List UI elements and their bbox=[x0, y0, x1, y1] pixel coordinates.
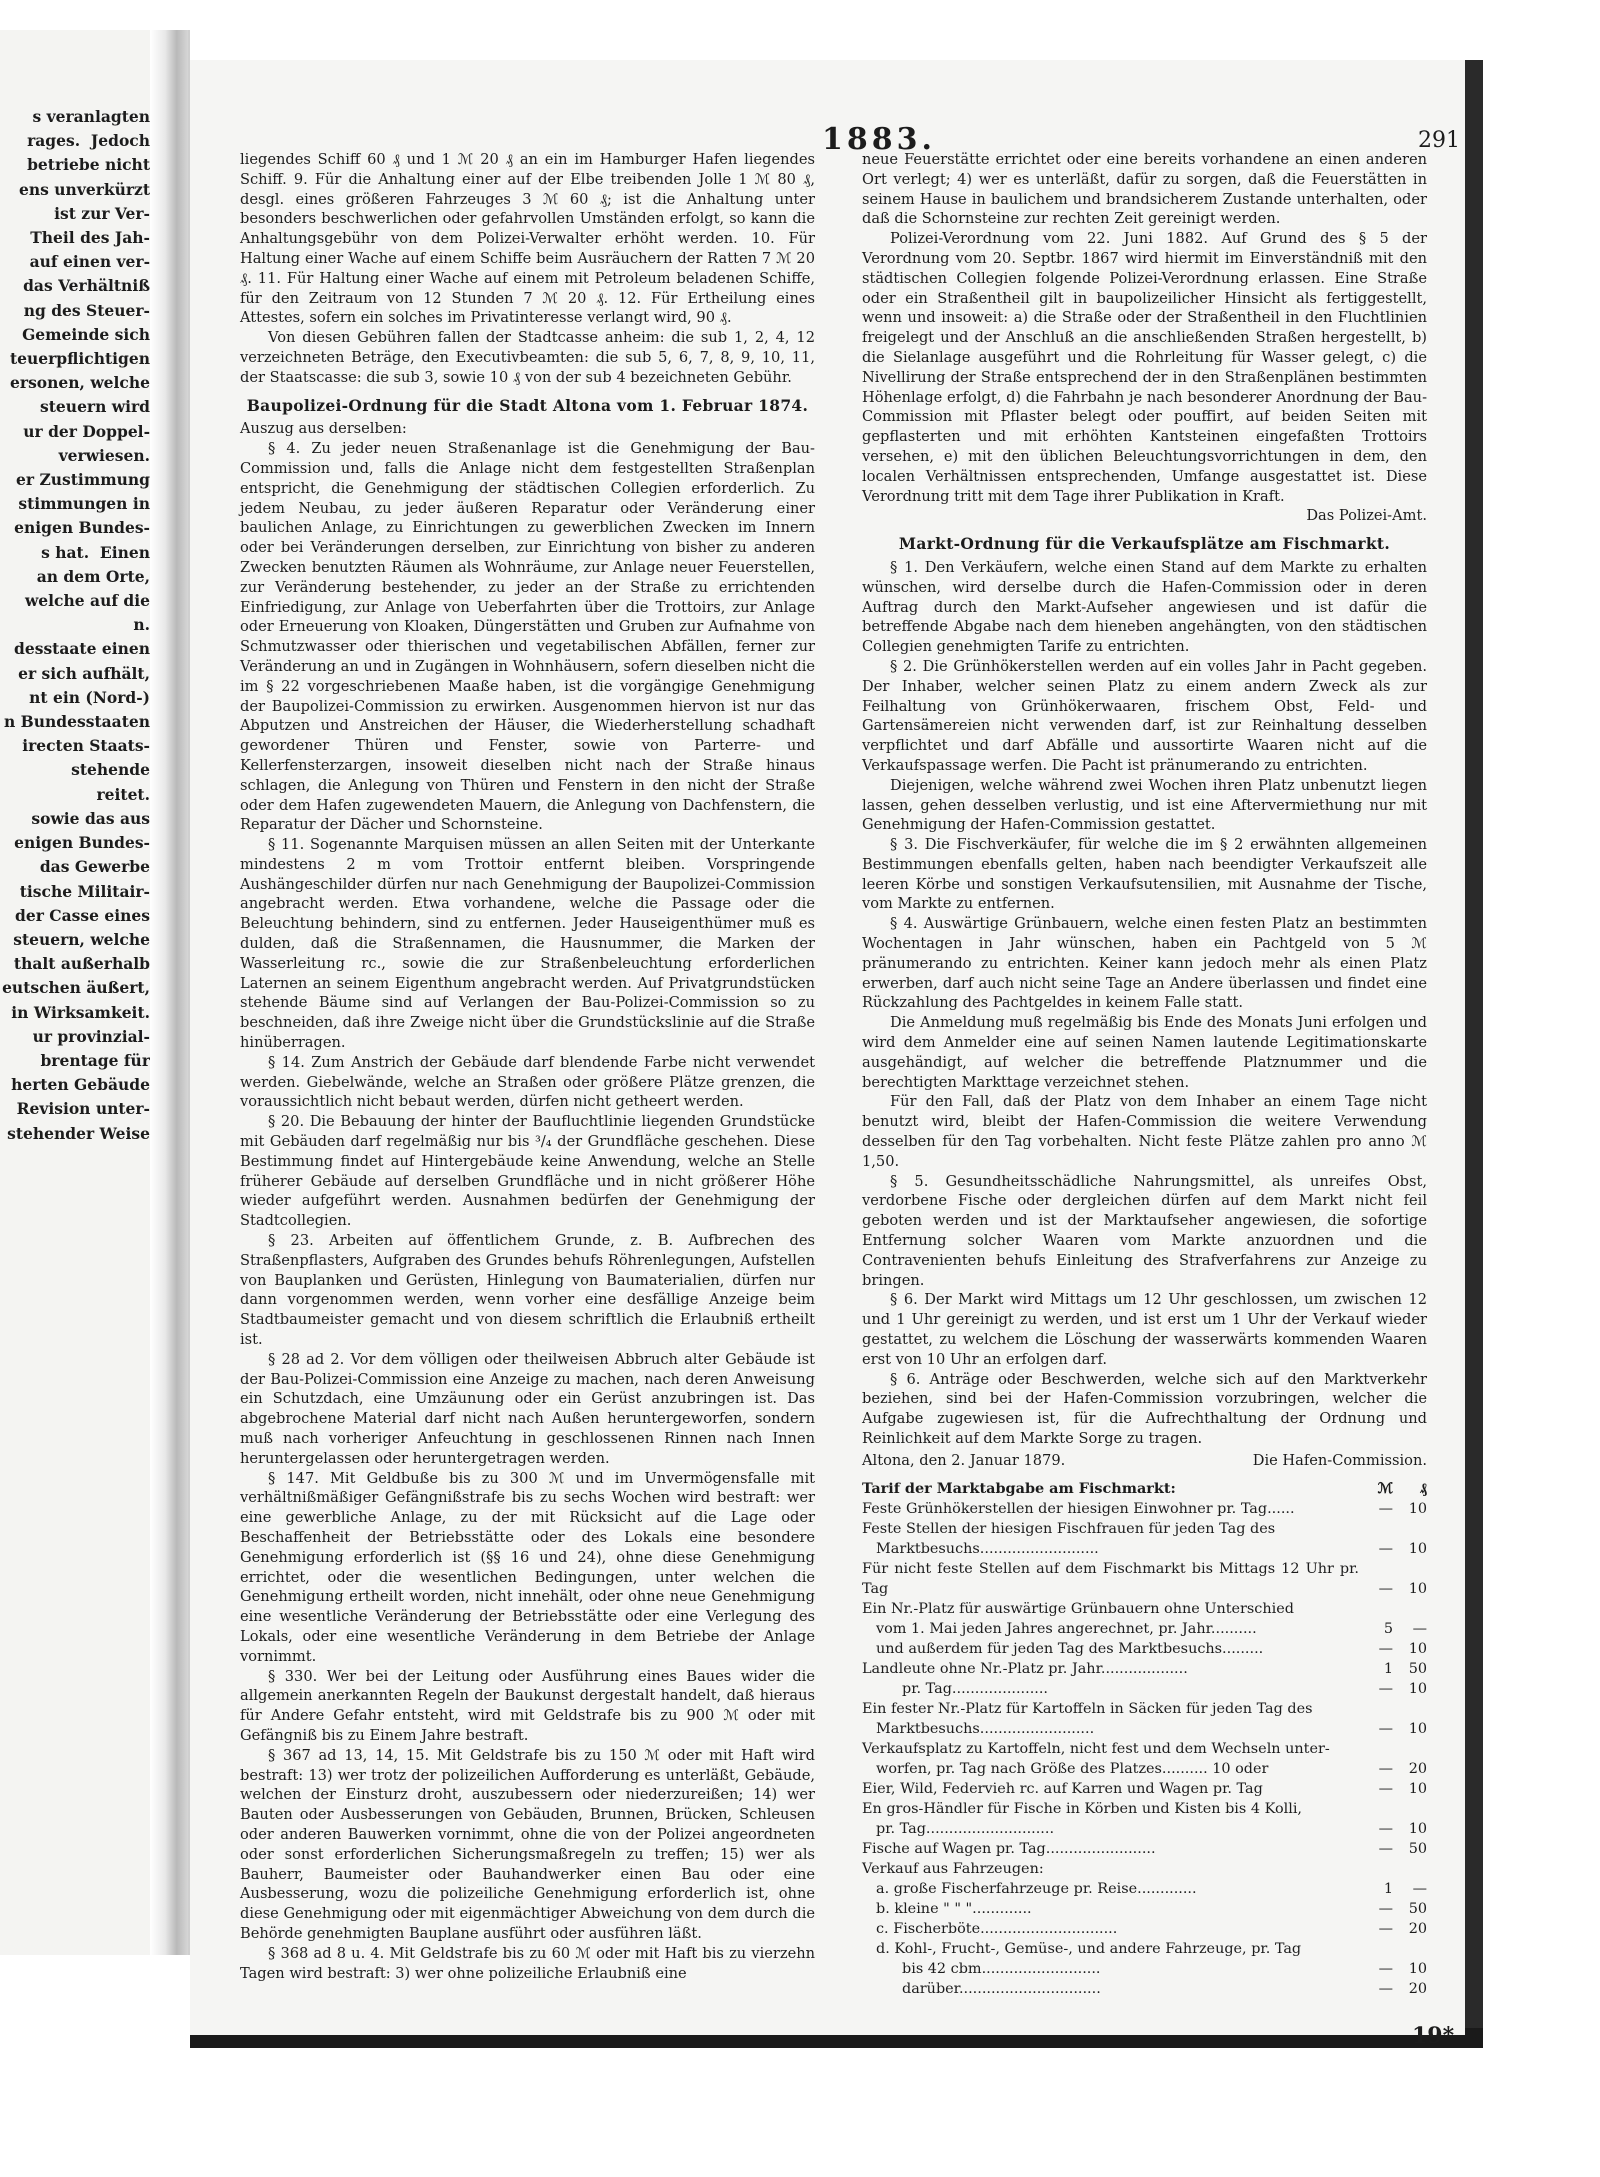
tariff-col-pfennig: ₰ bbox=[1419, 1479, 1427, 1497]
tariff-row bbox=[862, 1599, 1427, 1619]
tariff-mark-value: — bbox=[1378, 1640, 1393, 1657]
market-paragraph: § 2. Die Grünhökerstellen werden auf ein volles Jahr in Pacht gegeben. Der Inhaber, welcher seinen Platz zu einem andern Zweck als zur Feilhaltung von Grünhökerwaaren, frischem Obst, Feld- und Gartensämereien nicht verwenden darf, ist zur Reinhaltung desselben verpflichtet und darf Abfälle und aussortirte Waaren nicht auf die Verkaufspassage werfen. Die Pacht ist pränumerando zu entrichten. bbox=[862, 657, 1427, 774]
tariff-item: Fische auf Wagen pr. Tag........................ bbox=[862, 1840, 1156, 1857]
tariff-pfennig-value bbox=[1393, 1699, 1427, 1719]
fragment-line: enigen Bundes- bbox=[14, 518, 150, 538]
tariff-item: d. Kohl-, Frucht-, Gemüse-, und andere Fahrzeuge, pr. Tag bbox=[876, 1940, 1302, 1957]
right-column bbox=[862, 150, 1427, 1999]
paragraph: § 23. Arbeiten auf öffentlichem Grunde, z. B. Aufbrechen des Straßenpflasters, Aufgraben des Grundes behufs Röhrenlegungen, Aufstellen von Bauplanken und Gerüsten, Hinlegung von Baumaterialien, dürfen nur dann vorgenommen werden, wenn vorher eine desfällige Anzeige beim Stadtbaumeister gemacht und von diesem schriftlich die Erlaubniß ertheilt ist. bbox=[240, 1232, 815, 1349]
tariff-row bbox=[862, 1819, 1427, 1839]
tariff-item: vom 1. Mai jeden Jahres angerechnet, pr. Jahr.......... bbox=[876, 1620, 1257, 1637]
sheet-signature-mark: 19* bbox=[1412, 2023, 1455, 2049]
tariff-item: Marktbesuchs......................... bbox=[876, 1720, 1095, 1737]
tariff-pfennig-value: 10 bbox=[1408, 1640, 1427, 1657]
fragment-line: herten Gebäude bbox=[11, 1075, 150, 1095]
fragment-line: s veranlagten bbox=[32, 107, 150, 126]
tariff-row bbox=[862, 1539, 1427, 1559]
tariff-col-mark: ℳ bbox=[1377, 1479, 1393, 1497]
tariff-item: Feste Stellen der hiesigen Fischfrauen für jeden Tag des bbox=[862, 1520, 1276, 1537]
fragment-line: irecten Staats- bbox=[22, 736, 150, 756]
tariff-row bbox=[862, 1699, 1427, 1719]
paragraph: § 28 ad 2. Vor dem völligen oder theilweisen Abbruch alter Gebäude ist der Bau-Polizei-Commission eine Anzeige zu machen, nach deren Anweisung ein Schutzdach, eine Umzäunung oder ein Gerüst anzubringen ist. Das abgebrochene Material darf nicht nach Außen heruntergeworfen, sondern muß nach vorheriger Anfeuchtung in geschlossenen Rinnen nach Innen heruntergelassen oder heruntergetragen werden. bbox=[240, 1350, 815, 1467]
date-signature-row bbox=[862, 1451, 1427, 1471]
fragment-line: er Zustimmung bbox=[16, 470, 150, 490]
fragment-line: ur der Doppel- bbox=[23, 421, 150, 441]
fragment-line: steuern, welche bbox=[13, 929, 150, 949]
left-column bbox=[240, 150, 815, 1983]
tariff-mark-value: 5 bbox=[1383, 1620, 1393, 1637]
tariff-pfennig-value: 10 bbox=[1408, 1680, 1427, 1697]
tariff-item: darüber............................... bbox=[902, 1980, 1101, 1997]
tariff-mark-value: — bbox=[1378, 1720, 1393, 1737]
tariff-pfennig-value: 10 bbox=[1408, 1780, 1427, 1797]
tariff-mark-value bbox=[1359, 1739, 1393, 1759]
book-spine bbox=[150, 30, 188, 1955]
tariff-item: Ein Nr.-Platz für auswärtige Grünbauern ohne Unterschied bbox=[862, 1600, 1294, 1617]
fragment-line: das Gewerbe bbox=[39, 857, 150, 877]
tariff-mark-value: — bbox=[1378, 1780, 1393, 1797]
tariff-mark-value: 1 bbox=[1383, 1660, 1393, 1677]
fragment-line: auf einen ver- bbox=[29, 252, 150, 272]
tariff-item: Marktbesuchs.......................... bbox=[876, 1540, 1099, 1557]
previous-page-text-fragment bbox=[0, 105, 150, 1146]
tariff-pfennig-value: — bbox=[1412, 1880, 1427, 1897]
fragment-line: verwiesen. bbox=[58, 445, 150, 465]
fragment-line: stehende bbox=[71, 760, 150, 780]
polizei-verordnung-paragraph: Polizei-Verordnung vom 22. Juni 1882. Auf Grund des § 5 der Verordnung vom 20. Septbr. 1867 wird hiermit im Einverständniß mit den städtischen Collegien folgende Polizei-Verordnung erlassen. Eine Straße oder ein Straßentheil gilt in baupolizeilicher Hinsicht als fertiggestellt, wenn und insoweit: a) die Straße oder der Straßentheil in den Fluchtlinien freigelegt und der Anschluß an die anschließenden Straßen hergestellt, b) die Sielanlage ausgeführt und die Rohrleitung für Wasser gelegt, c) die Nivellirung der Straße entsprechend der in den Straßenplänen bestimmten Höhenlage erfolgt, d) die Fahrbahn je nach besonderer Anordnung der Bau-Commission mit Pflaster belegt oder pouffirt, auf beiden Seiten mit gepflasterten und mit erhöhten Kantsteinen eingefaßten Trottoirs versehen, e) mit den üblichen Beleuchtungsvorrichtungen in dem, den localen Verhältnissen entsprechenden, Umfange ausgestattet ist. Diese Verordnung tritt mit dem Tage ihrer Publikation in Kraft. bbox=[862, 230, 1427, 505]
fragment-line: sowie das aus bbox=[31, 808, 150, 828]
tariff-row bbox=[862, 1519, 1427, 1539]
tariff-pfennig-value bbox=[1393, 1599, 1427, 1619]
fragment-line: desstaate einen bbox=[14, 639, 150, 659]
paragraph: § 330. Wer bei der Leitung oder Ausführung eines Baues wider die allgemein anerkannten Regeln der Baukunst dergestalt handelt, daß hieraus für Andere Gefahr entsteht, wird mit Geldstrafe bis zu 900 ℳ oder mit Gefängniß bis zu Einem Jahre bestraft. bbox=[240, 1667, 815, 1744]
fragment-line: er sich aufhält, bbox=[18, 663, 150, 683]
tariff-item: Verkauf aus Fahrzeugen: bbox=[862, 1860, 1044, 1877]
fragment-line: ens unverkürzt bbox=[19, 179, 150, 199]
tariff-row bbox=[862, 1899, 1427, 1919]
tariff-title: Tarif der Marktabgabe am Fischmarkt: bbox=[862, 1479, 1176, 1497]
paragraph: § 14. Zum Anstrich der Gebäude darf blendende Farbe nicht verwendet werden. Giebelwände, welche an Straßen oder größere Plätze grenzen, die voraussichtlich nicht bebaut werden, dürfen nicht getheert werden. bbox=[240, 1053, 815, 1111]
tariff-pfennig-value: 50 bbox=[1408, 1900, 1427, 1917]
fragment-line: eutschen äußert, bbox=[2, 978, 150, 998]
market-paragraph: Diejenigen, welche während zwei Wochen ihren Platz unbenutzt liegen lassen, gehen desselben verlustig, und ist eine Aftervermiethung nur mit Genehmigung der Hafen-Commission gestattet. bbox=[862, 776, 1427, 834]
tariff-item: c. Fischerböte.............................. bbox=[876, 1920, 1118, 1937]
market-paragraph: § 5. Gesundheitsschädliche Nahrungsmittel, als unreifes Obst, verdorbene Fische oder dergleichen dürfen auf dem Markt nicht feil geboten werden und ist der Marktaufseher angewiesen, die sofortige Entfernung solcher Waaren vom Markte anzuordnen und die Contravenienten behufs Einleitung des Strafverfahrens zur Anzeige zu bringen. bbox=[862, 1172, 1427, 1289]
tariff-row bbox=[862, 1959, 1427, 1979]
tariff-item: Eier, Wild, Federvieh rc. auf Karren und Wagen pr. Tag bbox=[862, 1780, 1263, 1797]
tariff-mark-value: — bbox=[1378, 1920, 1393, 1937]
tariff-item: worfen, pr. Tag nach Größe des Platzes.......... 10 oder bbox=[876, 1760, 1269, 1777]
tariff-pfennig-value: 50 bbox=[1408, 1840, 1427, 1857]
date-line: Altona, den 2. Januar 1879. bbox=[862, 1451, 1066, 1469]
tariff-item: Für nicht feste Stellen auf dem Fischmarkt bis Mittags 12 Uhr pr. Tag bbox=[862, 1560, 1359, 1597]
fragment-line: welche auf die bbox=[24, 591, 150, 611]
tariff-mark-value: — bbox=[1378, 1960, 1393, 1977]
fragment-line: in Wirksamkeit. bbox=[11, 1002, 150, 1022]
tariff-pfennig-value: 20 bbox=[1408, 1920, 1427, 1937]
tariff-mark-value bbox=[1359, 1599, 1393, 1619]
tariff-row bbox=[862, 1719, 1427, 1739]
market-paragraph: § 6. Anträge oder Beschwerden, welche sich auf den Marktverkehr beziehen, sind bei der Hafen-Commission vorzubringen, welcher die Aufgabe zugewiesen ist, für die Aufrechthaltung der Ordnung und Reinlichkeit auf dem Markte Sorge zu tragen. bbox=[862, 1370, 1427, 1447]
tariff-item: Verkaufsplatz zu Kartoffeln, nicht fest und dem Wechseln unter- bbox=[862, 1740, 1330, 1757]
fragment-line: ur provinzial- bbox=[32, 1026, 150, 1046]
tariff-pfennig-value bbox=[1393, 1799, 1427, 1819]
tariff-row bbox=[862, 1979, 1427, 1999]
fragment-line: ist zur Ver- bbox=[54, 203, 150, 223]
tariff-item: b. kleine " " "............. bbox=[876, 1900, 1032, 1917]
paragraph: § 20. Die Bebauung der hinter der Baufluchtlinie liegenden Grundstücke mit Gebäuden darf regelmäßig nur bis ³/₄ der Grundfläche geschehen. Diese Bestimmung findet auf Hintergebäude keine Anwendung, welche an Stelle früherer Gebäude auf derselben Grundfläche und in nicht größerer Höhe wieder aufgeführt werden. Ausnahmen bedürfen der Genehmigung der Stadtcollegien. bbox=[240, 1113, 815, 1230]
tariff-item: En gros-Händler für Fische in Körben und Kisten bis 4 Kolli, bbox=[862, 1800, 1303, 1817]
market-paragraph: § 6. Der Markt wird Mittags um 12 Uhr geschlossen, um zwischen 12 und 1 Uhr gereinigt zu werden, und ist erst um 1 Uhr der Verkauf wieder gestattet, zu welchem die Löschung der wasserwärts kommenden Waaren erst von 10 Uhr an erfolgen darf. bbox=[862, 1291, 1427, 1368]
tariff-mark-value: — bbox=[1378, 1760, 1393, 1777]
fragment-line: stehender Weise bbox=[7, 1123, 150, 1143]
tariff-mark-value: — bbox=[1378, 1820, 1393, 1837]
tariff-mark-value: 1 bbox=[1383, 1880, 1393, 1897]
fragment-line: an dem Orte, bbox=[36, 566, 150, 586]
fragment-line: Gemeinde sich bbox=[22, 324, 150, 344]
tariff-pfennig-value: 10 bbox=[1408, 1540, 1427, 1557]
paragraph: § 367 ad 13, 14, 15. Mit Geldstrafe bis zu 150 ℳ oder mit Haft wird bestraft: 13) wer trotz der polizeilichen Aufforderung es unterläßt, Gebäude, welchen der Einsturz droht, auszubessern oder niederzureißen; 14) wer Bauten oder Ausbesserungen von Gebäuden, Brunnen, Brücken, Schleusen oder anderen Bauwerken vornimmt, ohne die von der Polizei angeordneten oder sonst erforderlichen Sicherungsmaßregeln zu treffen; 15) wer als Bauherr, Baumeister oder Bauhandwerker einen Bau oder eine Ausbesserung, wozu die polizeiliche Genehmigung erforderlich ist, ohne diese Genehmigung oder mit eigenmächtiger Abweichung von dem durch die Behörde genehmigten Bauplane ausführt oder ausführen läßt. bbox=[240, 1746, 815, 1942]
tariff-item: Landleute ohne Nr.-Platz pr. Jahr................... bbox=[862, 1660, 1188, 1677]
document-page bbox=[190, 60, 1465, 2049]
left-paragraph-list bbox=[240, 439, 815, 1983]
tariff-row bbox=[862, 1659, 1427, 1679]
tariff-row bbox=[862, 1759, 1427, 1779]
tariff-header-row bbox=[862, 1479, 1427, 1499]
tariff-pfennig-value: 50 bbox=[1408, 1660, 1427, 1677]
tariff-pfennig-value bbox=[1393, 1859, 1427, 1879]
tariff-row bbox=[862, 1739, 1427, 1759]
tariff-item: pr. Tag..................... bbox=[902, 1680, 1048, 1697]
tariff-mark-value bbox=[1359, 1699, 1393, 1719]
tariff-pfennig-value: 10 bbox=[1408, 1820, 1427, 1837]
fragment-line: enigen Bundes- bbox=[14, 833, 150, 853]
fragment-line: der Casse eines bbox=[15, 905, 150, 925]
fragment-line: n. bbox=[133, 615, 150, 635]
tariff-item: Feste Grünhökerstellen der hiesigen Einwohner pr. Tag...... bbox=[862, 1500, 1295, 1517]
tariff-row bbox=[862, 1499, 1427, 1519]
intro-paragraph: neue Feuerstätte errichtet oder eine bereits vorhandene an einen anderen Ort verlegt; 4) wer es unterläßt, dafür zu sorgen, daß die Feuerstätten in seinem Hause in baulichem und brandsicherem Zustande unterhalten, oder daß die Schornsteine zur rechten Zeit gereinigt werden. bbox=[862, 151, 1427, 228]
tariff-pfennig-value: 10 bbox=[1408, 1720, 1427, 1737]
tariff-table bbox=[862, 1479, 1427, 1999]
page-number: 291 bbox=[1418, 128, 1460, 153]
fragment-line: das Verhältniß bbox=[23, 276, 150, 296]
tariff-row bbox=[862, 1939, 1427, 1959]
tariff-row bbox=[862, 1779, 1427, 1799]
header-year: 1883. bbox=[822, 122, 936, 157]
paragraph: § 368 ad 8 u. 4. Mit Geldstrafe bis zu 60 ℳ oder mit Haft bis zu vierzehn Tagen wird bestraft: 3) wer ohne polizeiliche Erlaubniß eine bbox=[240, 1944, 815, 1982]
tariff-mark-value: — bbox=[1378, 1840, 1393, 1857]
tariff-mark-value bbox=[1359, 1799, 1393, 1819]
intro-paragraph: liegendes Schiff 60 ₰ und 1 ℳ 20 ₰ an ein im Hamburger Hafen liegendes Schiff. 9. Für die Anhaltung einer auf der Elbe treibenden Jolle 1 ℳ 80 ₰, desgl. eines größeren Fahrzeuges 3 ℳ 60 ₰; ist die Anhaltung unter besonders beschwerlichen oder gefahrvollen Umständen erfolgt, so kann die Anhaltungsgebühr von dem Polizei-Verwalter erhöht werden. 10. Für Haltung einer Wache auf einem Schiffe beim Ausräuchern der Ratten 7 ℳ 20 ₰. 11. Für Haltung einer Wache auf einem mit Petroleum beladenen Schiffe, für den Zeitraum von 12 Stunden 7 ℳ 20 ₰. 12. Für Ertheilung eines Attestes, sofern ein solches im Privatinteresse verlangt wird, 90 ₰. bbox=[240, 151, 815, 327]
tariff-row bbox=[862, 1879, 1427, 1899]
section-title: Baupolizei-Ordnung für die Stadt Altona vom 1. Februar 1874. bbox=[246, 395, 809, 415]
tariff-row bbox=[862, 1859, 1427, 1879]
tariff-pfennig-value bbox=[1393, 1939, 1427, 1959]
market-paragraph: Für den Fall, daß der Platz von dem Inhaber an einem Tage nicht benutzt wird, bleibt der Hafen-Commission die weitere Verwendung desselben für den Tag vorbehalten. Nicht feste Plätze zahlen pro anno ℳ 1,50. bbox=[862, 1093, 1427, 1170]
fragment-line: reitet. bbox=[96, 784, 150, 804]
fragment-line: Revision unter- bbox=[16, 1099, 150, 1119]
tariff-mark-value: — bbox=[1378, 1500, 1393, 1517]
tariff-item: und außerdem für jeden Tag des Marktbesuchs......... bbox=[876, 1640, 1264, 1657]
fragment-line: rages. Jedoch bbox=[27, 131, 150, 151]
section-subtitle: Auszug aus derselben: bbox=[240, 420, 407, 438]
fragment-line: n Bundesstaaten bbox=[4, 712, 150, 732]
tariff-pfennig-value: 10 bbox=[1408, 1500, 1427, 1517]
tariff-pfennig-value: 10 bbox=[1408, 1580, 1427, 1597]
tariff-mark-value: — bbox=[1378, 1580, 1393, 1597]
tariff-mark-value bbox=[1359, 1939, 1393, 1959]
fragment-line: ng des Steuer- bbox=[23, 300, 150, 320]
paragraph: § 147. Mit Geldbuße bis zu 300 ℳ und im Unvermögensfalle mit verhältnißmäßiger Gefängnißstrafe bis zu sechs Wochen wird bestraft: wer eine gewerbliche Anlage, zu der mit Rücksicht auf die Lage oder Beschaffenheit der Betriebsstätte oder des Lokals eine besondere Genehmigung erforderlich ist (§§ 16 und 24), ohne diese Genehmigung errichtet, oder die wesentlichen Bedingungen, unter welchen die Genehmigung ertheilt worden, nicht innehält, oder ohne neue Genehmigung eine wesentliche Veränderung der Betriebsstätte oder eine Verlegung des Lokals, oder eine wesentliche Veränderung in dem Betriebe der Anlage vornimmt. bbox=[240, 1469, 815, 1665]
market-paragraph: § 4. Auswärtige Grünbauern, welche einen festen Platz an bestimmten Wochentagen in Jahr wünschen, haben ein Pachtgeld von 5 ℳ pränumerando zu entrichten. Keiner kann jedoch mehr als einen Platz erwerben, darf auch nicht seine Tage an Andere überlassen und findet eine Rückzahlung des Pachtgeldes in keinem Falle statt. bbox=[862, 915, 1427, 1012]
tariff-pfennig-value bbox=[1393, 1739, 1427, 1759]
fragment-line: thalt außerhalb bbox=[13, 954, 150, 974]
tariff-row bbox=[862, 1639, 1427, 1659]
intro-paragraph: Von diesen Gebühren fallen der Stadtcasse anheim: die sub 1, 2, 4, 12 verzeichneten Beträge, den Executivbeamten: die sub 5, 6, 7, 8, 9, 10, 11, der Staatscasse: die sub 3, sowie 10 ₰ von der sub 4 bezeichneten Gebühr. bbox=[240, 329, 815, 386]
fragment-line: steuern wird bbox=[40, 397, 150, 417]
tariff-row bbox=[862, 1679, 1427, 1699]
tariff-item: a. große Fischerfahrzeuge pr. Reise............. bbox=[876, 1880, 1197, 1897]
fragment-line: tische Militair- bbox=[19, 881, 150, 901]
polizei-amt-signature: Das Polizei-Amt. bbox=[1306, 507, 1427, 525]
tariff-item: Ein fester Nr.-Platz für Kartoffeln in Säcken für jeden Tag des bbox=[862, 1700, 1313, 1717]
fragment-line: brentage für bbox=[40, 1050, 150, 1070]
tariff-mark-value: — bbox=[1378, 1900, 1393, 1917]
market-ordnung-title: Markt-Ordnung für die Verkaufsplätze am Fischmarkt. bbox=[898, 534, 1391, 554]
tariff-item: pr. Tag............................ bbox=[876, 1820, 1055, 1837]
tariff-mark-value: — bbox=[1378, 1540, 1393, 1557]
tariff-row bbox=[862, 1559, 1427, 1599]
fragment-line: nt ein (Nord-) bbox=[29, 687, 150, 707]
commission-signature: Die Hafen-Commission. bbox=[1252, 1451, 1427, 1469]
tariff-mark-value bbox=[1359, 1519, 1393, 1539]
tariff-pfennig-value: 20 bbox=[1408, 1980, 1427, 1997]
tariff-row bbox=[862, 1619, 1427, 1639]
market-paragraph-list bbox=[862, 558, 1427, 1449]
paragraph: § 11. Sogenannte Marquisen müssen an allen Seiten mit der Unterkante mindestens 2 m vom Trottoir entfernt bleiben. Vorspringende Aushängeschilder dürfen nur nach Genehmigung der Baupolizei-Commission angebracht werden. Etwa vorhandene, welche die Passage oder die Beleuchtung behindern, sind zu entfernen. Jeder Hauseigenthümer muß es dulden, daß die Straßennamen, die Hausnummer, die Marken der Wasserleitung rc., sowie die zur Straßenbeleuchtung erforderlichen Laternen an seinem Eigenthum angebracht werden. Auf Privatgrundstücken stehende Bäume sind auf Verlangen der Bau-Polizei-Commission so zu beschneiden, daß ihre Zweige nicht über die Grundstückslinie auf die Straße hinüberragen. bbox=[240, 836, 815, 1052]
market-paragraph: Die Anmeldung muß regelmäßig bis Ende des Monats Juni erfolgen und wird dem Anmelder eine auf seinen Namen lautende Legitimationskarte ausgehändigt, auf welcher die betreffende Platznummer und die berechtigten Markttage verzeichnet stehen. bbox=[862, 1014, 1427, 1091]
tariff-row bbox=[862, 1919, 1427, 1939]
tariff-mark-value bbox=[1359, 1859, 1393, 1879]
fragment-line: stimmungen in bbox=[18, 494, 150, 514]
fragment-line: betriebe nicht bbox=[27, 155, 150, 175]
tariff-mark-value: — bbox=[1378, 1680, 1393, 1697]
tariff-item: bis 42 cbm.......................... bbox=[902, 1960, 1101, 1977]
fragment-line: teuerpflichtigen bbox=[9, 349, 150, 369]
tariff-pfennig-value: — bbox=[1412, 1620, 1427, 1637]
fragment-line: s hat. Einen bbox=[41, 542, 150, 562]
market-paragraph: § 3. Die Fischverkäufer, für welche die im § 2 erwähnten allgemeinen Bestimmungen ebenfalls gelten, haben nach beendigter Verkaufszeit alle leeren Körbe und sonstigen Verkaufsutensilien, mit Ausnahme der Tische, vom Markte zu entfernen. bbox=[862, 836, 1427, 913]
tariff-row bbox=[862, 1799, 1427, 1819]
tariff-pfennig-value: 20 bbox=[1408, 1760, 1427, 1777]
tariff-pfennig-value: 10 bbox=[1408, 1960, 1427, 1977]
market-paragraph: § 1. Den Verkäufern, welche einen Stand auf dem Markte zu erhalten wünschen, wird derselbe durch die Hafen-Commission oder in deren Auftrag durch den Markt-Aufseher angewiesen und ist dafür die betreffende Abgabe nach dem hieneben angehängten, von den städtischen Collegien genehmigten Tarife zu entrichten. bbox=[862, 558, 1427, 656]
page-edge-shadow bbox=[1465, 60, 1483, 2035]
tariff-pfennig-value bbox=[1393, 1519, 1427, 1539]
tariff-row bbox=[862, 1839, 1427, 1859]
paragraph: § 4. Zu jeder neuen Straßenanlage ist die Genehmigung der Bau-Commission und, falls die Anlage nicht dem festgestellten Straßenplan entspricht, die Genehmigung der städtischen Collegien erforderlich. Zu jedem Neubau, zu jeder äußeren Reparatur oder Veränderung einer baulichen Anlage, zu Einrichtungen zu gewerblichen Zwecken im Innern oder bei Veränderungen derselben, zur Einrichtung von bisher zu anderen Zwecken benutzten Räumen als Wohnräume, zur Anlage neuer Feuerstellen, zur Veränderung bestehender, zu jeder an der Straße zu errichtenden Einfriedigung, zur Anlage von Ueberfahrten über die Trottoirs, zur Anlage oder Erneuerung von Kloaken, Düngerstätten und Gruben zur Aufnahme von Schmutzwasser oder thierischen und vegetabilischen Abfällen, ferner zur Veränderung an und in Zugängen in Wohnhäusern, sofern dieselben nicht die im § 22 vorgeschriebenen Maaße haben, ist die vorgängige Genehmigung der Baupolizei-Commission zu erwirken. Ausgenommen hiervon ist nur das Abputzen und Anstreichen der Häuser, die Wiederherstellung schadhaft gewordener Thüren und Fenster, sowie von Parterre- und Kellerfensterzargen, insoweit dieselben nicht nach der Straße hinaus schlagen, die Anlegung von Thüren und Fenstern in den nicht der Straße oder dem Hafen zugewendeten Mauern, die Anlegung von Dachfenstern, die Reparatur der Dächer und Schornsteine. bbox=[240, 440, 816, 834]
fragment-line: ersonen, welche bbox=[10, 373, 150, 393]
fragment-line: Theil des Jah- bbox=[30, 228, 150, 248]
tariff-mark-value: — bbox=[1378, 1980, 1393, 1997]
